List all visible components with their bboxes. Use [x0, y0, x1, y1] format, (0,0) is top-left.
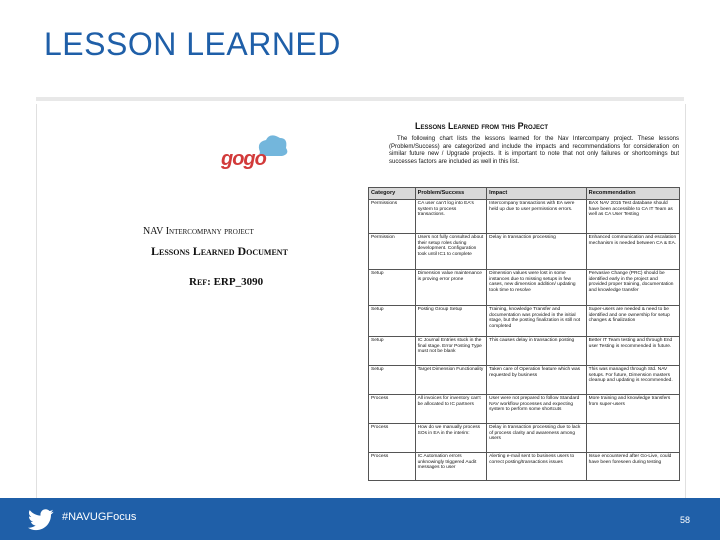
- cell-category: Setup: [369, 306, 416, 337]
- col-header-impact: Impact: [487, 188, 587, 200]
- cell-recommendation: [586, 424, 679, 453]
- company-logo: gogo: [221, 148, 266, 170]
- cell-category: Setup: [369, 337, 416, 366]
- table-row: [369, 424, 680, 453]
- cover-document-title: Lessons Learned Document: [151, 244, 288, 258]
- cell-problem: IC Journal Entries stuck in the final stage. Error Posting Type must not be blank: [415, 337, 487, 366]
- cell-impact: Training, knowledge Transfer and documentation was provided in the initial stage, but the posting finalization is still not completed: [487, 306, 587, 337]
- title-divider: [36, 97, 684, 101]
- cell-problem: Target Dimension Functionality: [415, 366, 487, 395]
- lessons-title: Lessons Learned from this Project: [415, 121, 549, 131]
- col-header-problem: Problem/Success: [415, 188, 487, 200]
- cell-recommendation: Better IT Team testing and through End user Testing is recommended in future.: [586, 337, 679, 366]
- cell-impact: Delay in transaction processing due to lack of process clarity and awareness among users: [487, 424, 587, 453]
- cell-impact: Intercompany transactions with EA were held up due to user permissions errors.: [487, 200, 587, 234]
- cell-category: Setup: [369, 270, 416, 306]
- table-row: [369, 234, 680, 270]
- cell-impact: Delay in transaction processing: [487, 234, 587, 270]
- twitter-bird-icon: [28, 509, 54, 531]
- cell-category: Process: [369, 424, 416, 453]
- page-number: 58: [680, 515, 691, 525]
- cell-recommendation: Super-users are needed & need to be identified and one ownership for setup changes & finalization: [586, 306, 679, 337]
- cell-recommendation: BAX NAV 2015 Test database should have been accessible to CA IT Team as well as CA User Testing: [586, 200, 679, 234]
- cell-problem: IC Automation errors unknowingly triggered Audit messages to user: [415, 453, 487, 481]
- cell-recommendation: More training and knowledge transfers from super-users: [586, 395, 679, 424]
- cell-recommendation: Issue encountered after Go-Live, could have been foreseen during testing: [586, 453, 679, 481]
- cell-impact: This causes delay in transaction posting: [487, 337, 587, 366]
- cell-impact: Taken care of Operation feature which was requested by business: [487, 366, 587, 395]
- cell-recommendation: This was managed through Std. NAV setups. For future, Dimension masters cleanup and updating is recommended.: [586, 366, 679, 395]
- cover-project-name: NAV Intercompany project: [143, 226, 254, 237]
- table-row: [369, 270, 680, 306]
- cell-recommendation: Pervasive Change (PRC) should be identified early in the project and provided proper training, documentation and knowledge transfer: [586, 270, 679, 306]
- cell-category: Process: [369, 453, 416, 481]
- cell-category: Permissions: [369, 200, 416, 234]
- cell-impact: Dimension values were lost in some instances due to missing setups in few cases, new dimension addition/ updating took time to resolve: [487, 270, 587, 306]
- cell-problem: CA user can't log into EA's system to process transactions.: [415, 200, 487, 234]
- table-row: [369, 337, 680, 366]
- cell-impact: Alerting e-mail sent to business users to correct posting/transactions issues: [487, 453, 587, 481]
- slide-title: LESSON LEARNED: [44, 26, 341, 62]
- cell-problem: All invoices for inventory can't be allocated to IC partners: [415, 395, 487, 424]
- cell-category: Process: [369, 395, 416, 424]
- col-header-category: Category: [369, 188, 416, 200]
- lessons-table: [368, 187, 680, 481]
- table-row: [369, 366, 680, 395]
- table-row: [369, 200, 680, 234]
- table-row: [369, 395, 680, 424]
- cell-impact: User were not prepared to follow Standard NAV workflow processes and expecting system to perform some shortcuts: [487, 395, 587, 424]
- cell-recommendation: Enhanced communication and escalation mechanism is needed between CA & EA.: [586, 234, 679, 270]
- cell-category: Permission: [369, 234, 416, 270]
- cell-problem: How do we manually process SOs in EA in the interim:: [415, 424, 487, 453]
- cell-problem: Dimension value maintenance is proving error prone: [415, 270, 487, 306]
- lessons-intro: The following chart lists the lessons learned for the Nav Intercompany project. These lessons (Problem/Success) are categorized and include the impacts and recommendations for consideration on similar future new / Upgrade projects. It is important to note that not only failures or shortcomings but successes factors are included as well in this list.: [389, 136, 679, 165]
- cell-problem: Posting Group Setup: [415, 306, 487, 337]
- table-row: [369, 306, 680, 337]
- cover-reference: Ref: ERP_3090: [189, 276, 264, 288]
- table-header-row: [369, 188, 680, 200]
- cell-problem: Users not fully consulted about their setup roles during development. Configuration took until IC1 to complete: [415, 234, 487, 270]
- cell-category: Setup: [369, 366, 416, 395]
- table-row: [369, 453, 680, 481]
- footer-hashtag: #NAVUGFocus: [62, 511, 137, 523]
- col-header-recommendation: Recommendation: [586, 188, 679, 200]
